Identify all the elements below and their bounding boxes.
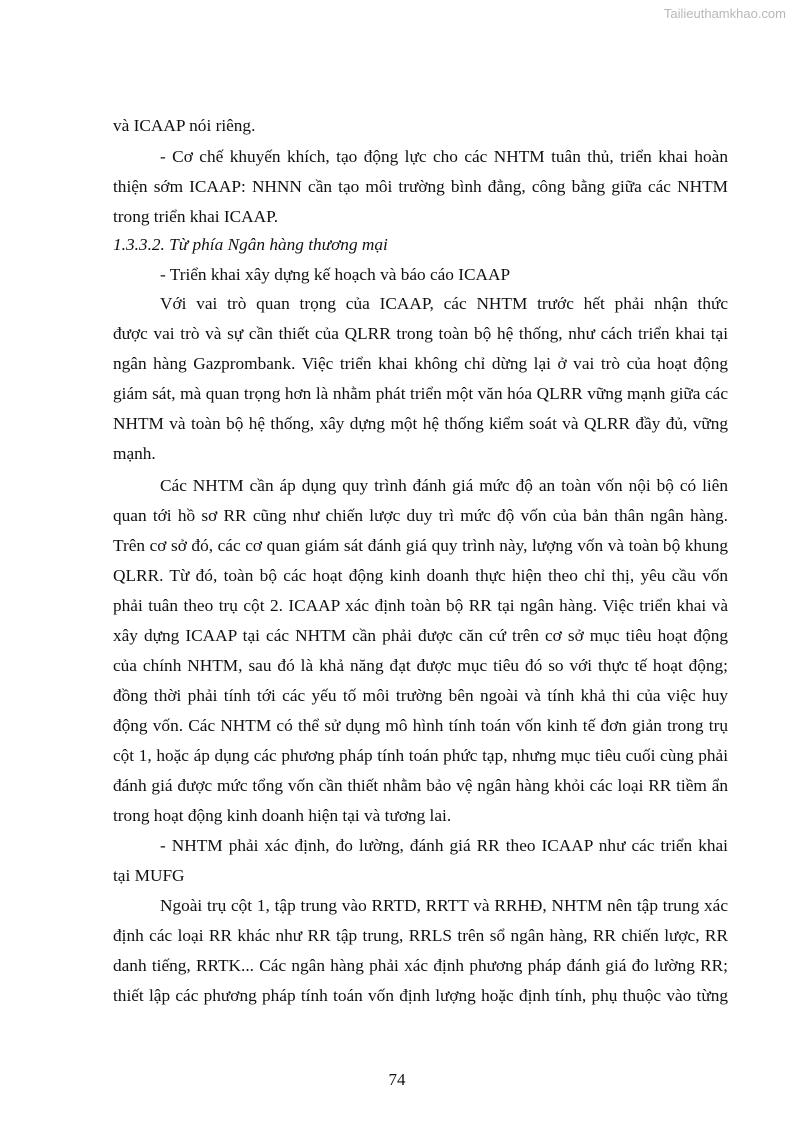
text-line: quan tới hồ sơ RR cũng như chiến lược duy trì mức độ vốn của bản thân ngân hàng.: [113, 506, 728, 525]
text-line: - Cơ chế khuyến khích, tạo động lực cho các NHTM tuân thủ, triển khai hoàn: [160, 147, 728, 166]
text-line: trong hoạt động kinh doanh hiện tại và tương lai.: [113, 806, 452, 825]
text-line: Các NHTM cần áp dụng quy trình đánh giá mức độ an toàn vốn nội bộ có liên: [160, 476, 728, 495]
text-line: mạnh.: [113, 444, 156, 463]
text-line: của chính NHTM, sau đó là khả năng đạt được mục tiêu đó so với thực tế hoạt động;: [113, 656, 728, 675]
text-line: Với vai trò quan trọng của ICAAP, các NHTM trước hết phải nhận thức: [160, 294, 728, 313]
text-line: định các loại RR khác như RR tập trung, RRLS trên sổ ngân hàng, RR chiến lược, RR: [113, 926, 728, 945]
text-line: thiết lập các phương pháp tính toán vốn định lượng hoặc định tính, phụ thuộc vào từng: [113, 986, 728, 1005]
section-heading: 1.3.3.2. Từ phía Ngân hàng thương mại: [113, 235, 388, 254]
text-line: QLRR. Từ đó, toàn bộ các hoạt động kinh doanh thực hiện theo chỉ thị, yêu cầu vốn: [113, 566, 728, 585]
watermark: Tailieuthamkhao.com: [663, 6, 786, 21]
text-line: và ICAAP nói riêng.: [113, 116, 256, 135]
text-line: giám sát, mà quan trọng hơn là nhằm phát triển một văn hóa QLRR vững mạnh giữa các: [113, 384, 728, 403]
text-line: trong triển khai ICAAP.: [113, 207, 279, 226]
text-line: thiện sớm ICAAP: NHNN cần tạo môi trường bình đẳng, công bằng giữa các NHTM: [113, 177, 728, 196]
text-line: - NHTM phải xác định, đo lường, đánh giá RR theo ICAAP như các triển khai: [160, 836, 728, 855]
text-line: phải tuân theo trụ cột 2. ICAAP xác định toàn bộ RR tại ngân hàng. Việc triển khai và: [113, 596, 728, 615]
text-line: Trên cơ sở đó, các cơ quan giám sát đánh giá quy trình này, lượng vốn và toàn bộ khung: [113, 536, 728, 555]
page-number: 74: [388, 1070, 406, 1089]
text-line: tại MUFG: [113, 866, 185, 885]
text-line: đồng thời phải tính tới các yếu tố môi trường bên ngoài và tính khả thi của việc huy: [113, 686, 728, 705]
text-line: NHTM và toàn bộ hệ thống, xây dựng một hệ thống kiểm soát và QLRR đầy đủ, vững: [113, 414, 728, 433]
text-line: đánh giá được mức tổng vốn cần thiết nhằm bảo vệ ngân hàng khỏi các loại RR tiềm ẩn: [113, 776, 728, 795]
text-line: động vốn. Các NHTM có thể sử dụng mô hình tính toán vốn kinh tế đơn giản trong trụ: [113, 716, 728, 735]
text-line: danh tiếng, RRTK... Các ngân hàng phải xác định phương pháp đánh giá đo lường RR;: [113, 956, 728, 975]
text-line: ngân hàng Gazprombank. Việc triển khai không chỉ dừng lại ở vai trò của hoạt động: [113, 354, 728, 373]
text-line: Ngoài trụ cột 1, tập trung vào RRTD, RRTT và RRHĐ, NHTM nên tập trung xác: [160, 896, 728, 915]
text-line: - Triển khai xây dựng kế hoạch và báo cáo ICAAP: [160, 265, 511, 284]
text-line: được vai trò và sự cần thiết của QLRR trong toàn bộ hệ thống, như cách triển khai tại: [113, 324, 728, 343]
text-line: cột 1, hoặc áp dụng các phương pháp tính toán phức tạp, nhưng mục tiêu cuối cùng phải: [113, 746, 728, 765]
text-line: xây dựng ICAAP tại các NHTM cần phải được căn cứ trên cơ sở mục tiêu hoạt động: [113, 626, 728, 645]
